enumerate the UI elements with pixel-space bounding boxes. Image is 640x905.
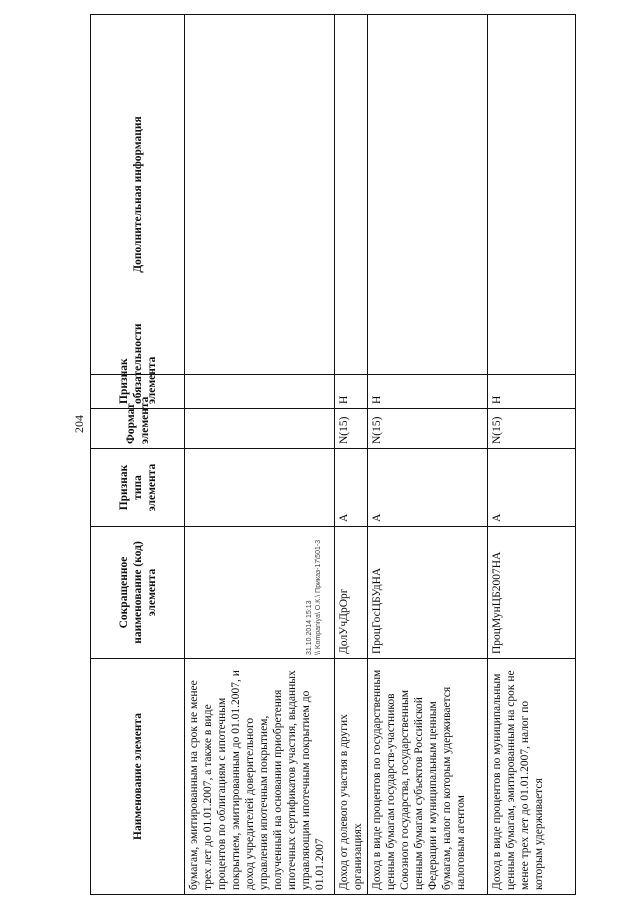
cell-info xyxy=(185,15,335,375)
header-additional-info: Дополнительная информация xyxy=(91,15,185,375)
cell-code: ДолУчДрОрг xyxy=(335,527,368,659)
cell-name: Доход от долевого участия в других организациях xyxy=(335,659,368,895)
cell-info xyxy=(335,15,368,375)
cell-format: N(15) xyxy=(368,409,488,449)
cell-info xyxy=(488,15,576,375)
table-row xyxy=(488,15,576,895)
table-header-row xyxy=(91,15,185,895)
cell-format: N(15) xyxy=(335,409,368,449)
cell-format: N(15) xyxy=(488,409,576,449)
footer-timestamp: 31.10.2014 15:13 xyxy=(306,600,313,655)
cell-type: А xyxy=(368,449,488,527)
cell-required xyxy=(185,375,335,409)
page-number: 204 xyxy=(72,415,86,433)
print-footer xyxy=(305,455,333,655)
header-element-code: Сокращенное наименование (код) элемента xyxy=(91,527,185,659)
cell-info xyxy=(368,15,488,375)
header-element-format: Формат элемента xyxy=(91,409,185,449)
header-element-required: Признак обязательности элемента xyxy=(91,375,185,409)
table-row xyxy=(335,15,368,895)
table-row xyxy=(368,15,488,895)
cell-format xyxy=(185,409,335,449)
cell-required: Н xyxy=(368,375,488,409)
cell-required: Н xyxy=(335,375,368,409)
cell-name: Доход в виде процентов по государственным ценным бумагам государств-участников Союзного государства, государственным ценным бумагам субъектов Российской Федерации и муниципальным ценным бумагам, налог по которым удерживается налоговым агентом xyxy=(368,659,488,895)
cell-name: Доход в виде процентов по муниципальным ценным бумагам, эмитированным на срок не менее трех лет до 01.01.2007, налог по которым удерживается xyxy=(488,659,576,895)
cell-required: Н xyxy=(488,375,576,409)
cell-code: ПроцГосЦБУдНА xyxy=(368,527,488,659)
elements-table xyxy=(90,14,576,895)
footer-file-path: \\ Kompaniya\ О.К.\ Приказ-17\501-3 xyxy=(315,539,322,655)
cell-name: бумагам, эмитированным на срок не менее трех лет до 01.01.2007, а также в виде процентов по облигациям с ипотечным покрытием, эмитированным до 01.01.2007, и доход учредителей доверительного управления ипотечным покрытием, полученный на основании приобретения ипотечных сертификатов участия, выданных управляющим ипотечным покрытием до 01.01.2007 xyxy=(185,659,335,895)
header-element-name: Наименование элемента xyxy=(91,659,185,895)
cell-type: А xyxy=(488,449,576,527)
cell-code: ПроцМунЦБ2007НА xyxy=(488,527,576,659)
header-element-type: Признак типа элемента xyxy=(91,449,185,527)
cell-type: А xyxy=(335,449,368,527)
